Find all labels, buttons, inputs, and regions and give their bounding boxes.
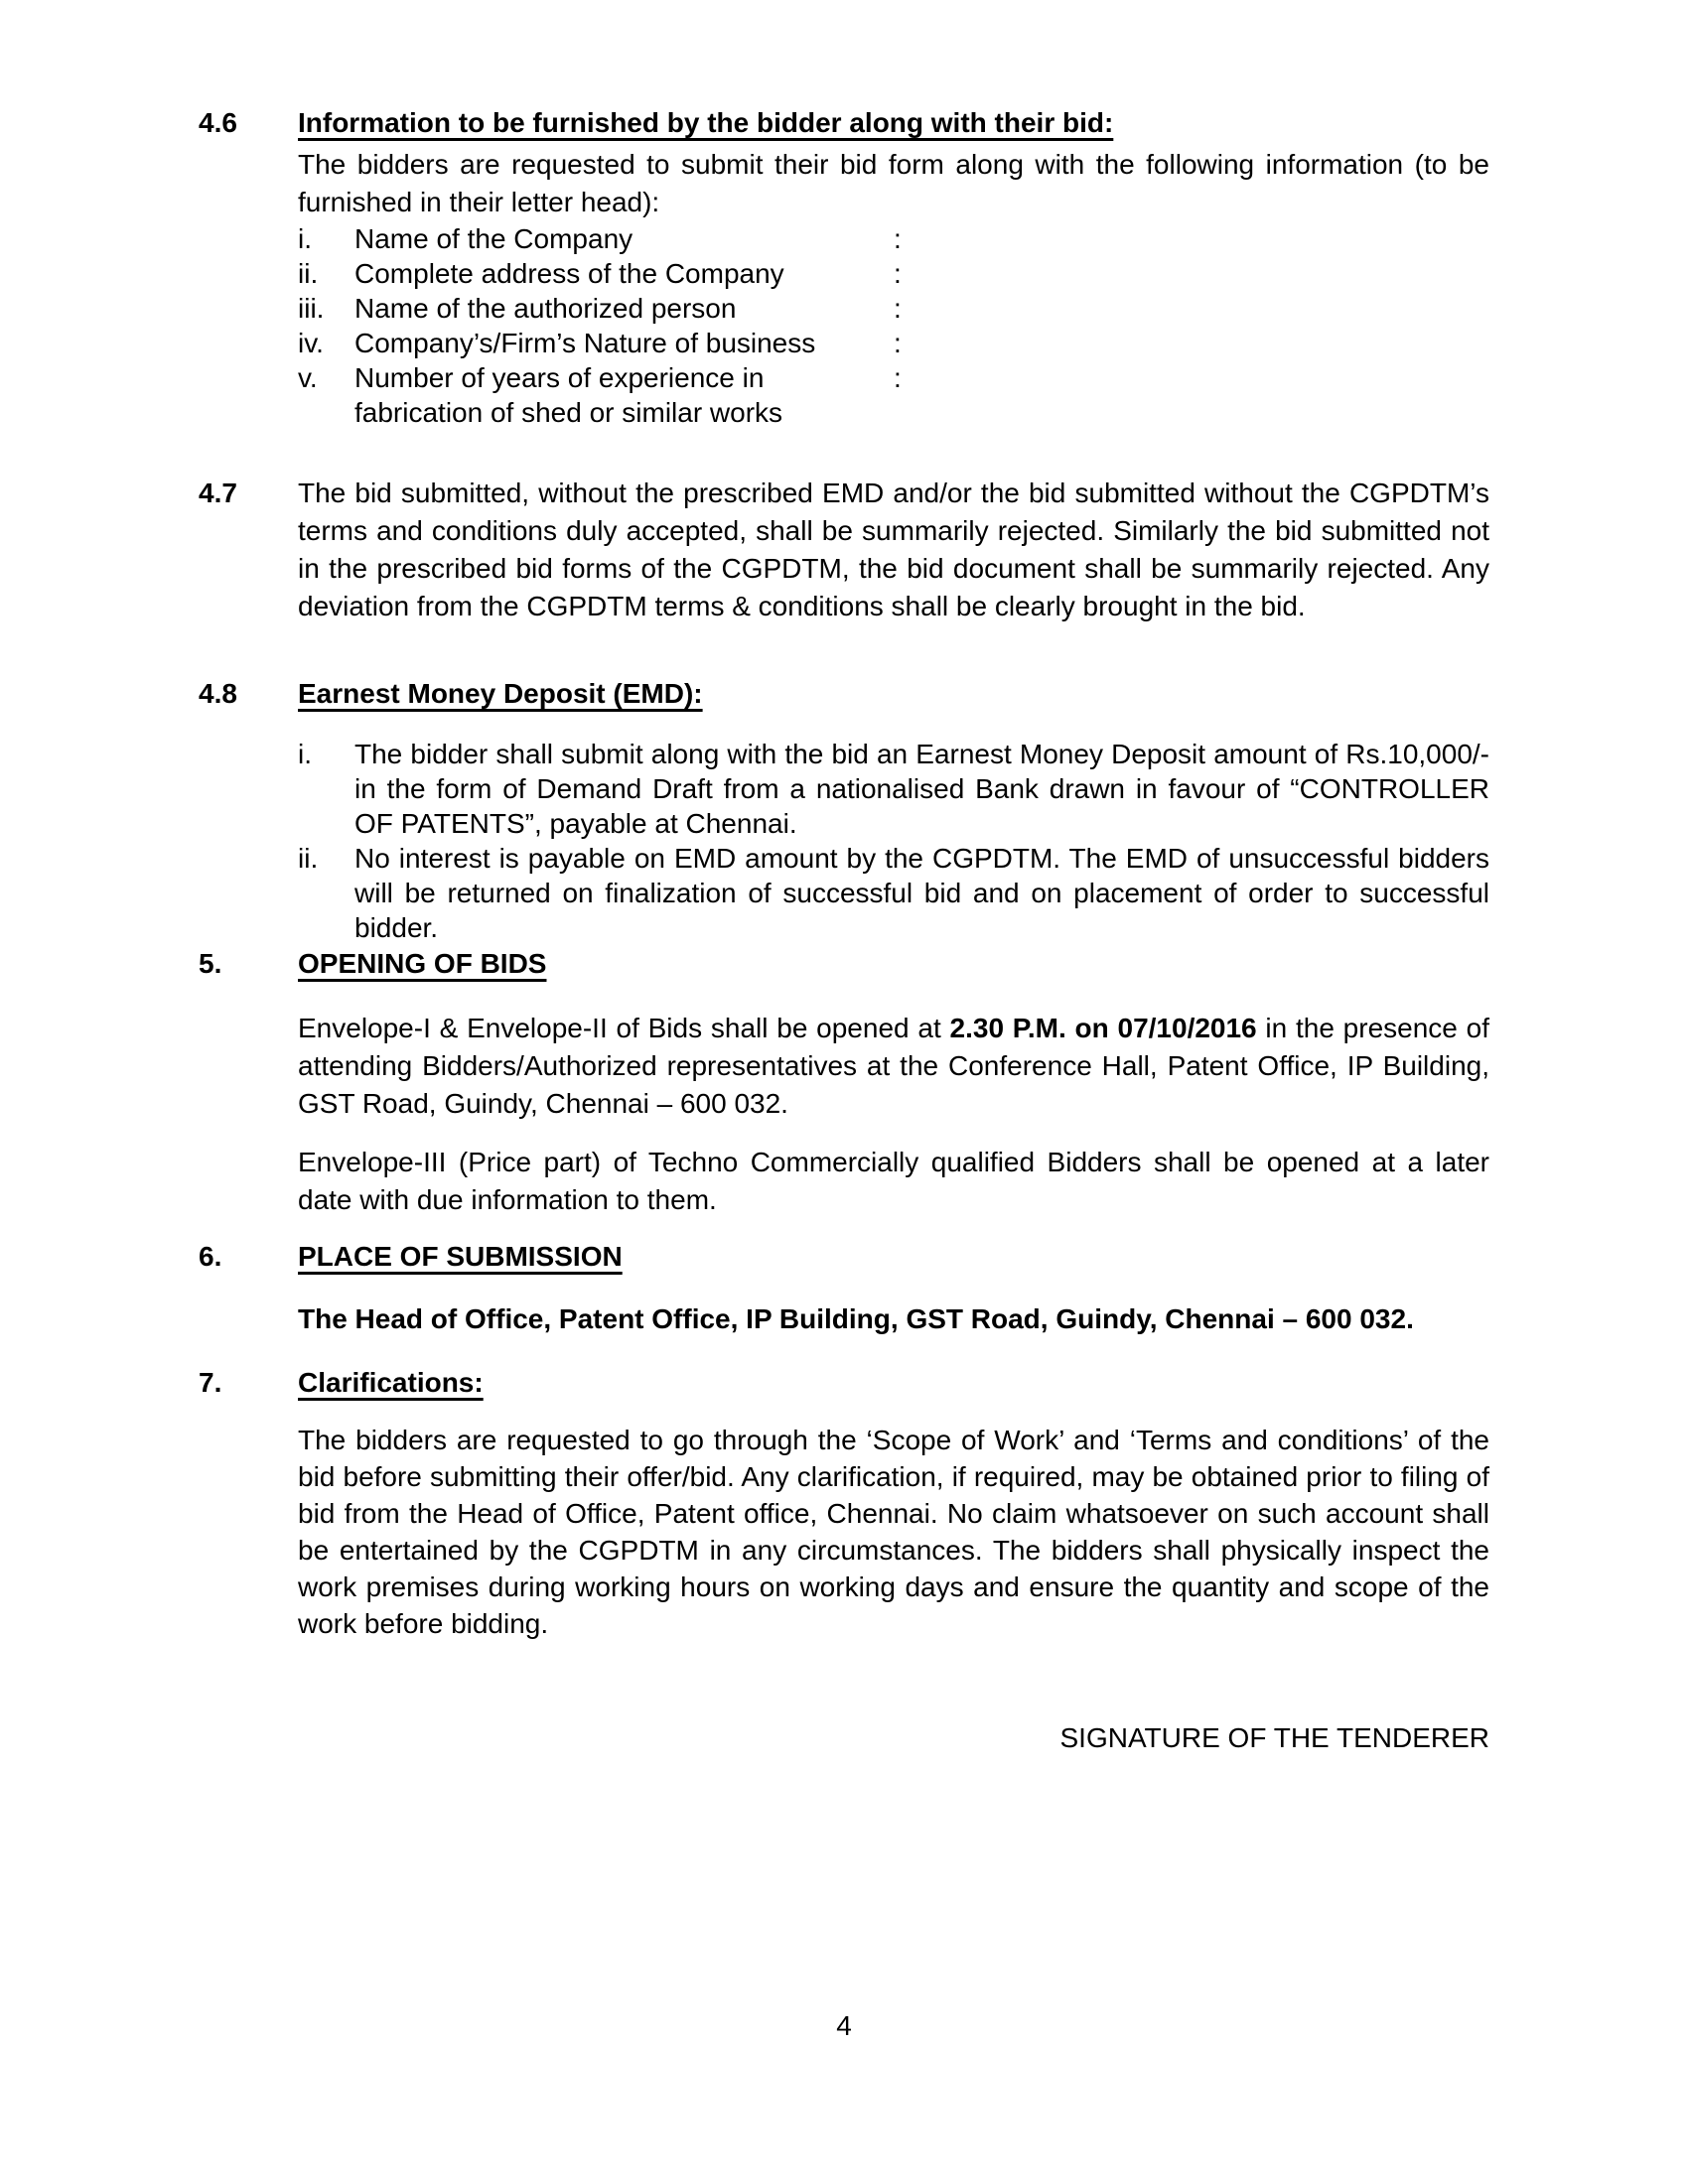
section-4-8 — [199, 675, 1489, 945]
list-item-number: i. — [298, 739, 312, 769]
list-item-text: The bidder shall submit along with the bid an Earnest Money Deposit amount of Rs.10,000/- in the form of Demand Draft from a nationalised Bank drawn in favour of “CONTROLLER OF PATENTS”, payable at Chennai. — [354, 739, 1489, 839]
list-item — [298, 737, 1489, 841]
paragraph-text: in the presence of attending Bidders/Authorized representatives at the Conference Hall, Patent Office, IP Building, GST Road, Guindy, Chennai – 600 032. — [298, 1013, 1489, 1119]
list-item-text: Number of years of experience in — [354, 362, 765, 393]
list-item-text: fabrication of shed or similar works — [354, 397, 783, 428]
list-item — [298, 256, 1489, 291]
submission-address: The Head of Office, Patent Office, IP Building, GST Road, Guindy, Chennai – 600 032. — [298, 1303, 1414, 1334]
list-item-number-empty — [298, 395, 354, 430]
list-item-text: Company’s/Firm’s Nature of business — [354, 328, 816, 358]
opening-datetime: 2.30 P.M. on 07/10/2016 — [949, 1013, 1257, 1043]
list-item — [298, 360, 1489, 395]
section-number: 6. — [199, 1241, 222, 1272]
list-item-text: Complete address of the Company — [354, 258, 784, 289]
list-item-colon: : — [894, 258, 902, 289]
section-7 — [199, 1364, 1489, 1642]
section-paragraph: Envelope-III (Price part) of Techno Commercially qualified Bidders shall be opened at a later date with due information to them. — [298, 1147, 1489, 1215]
section-body — [298, 675, 1489, 945]
section-body — [298, 1364, 1489, 1642]
section-number: 4.6 — [199, 107, 237, 138]
signature-line: SIGNATURE OF THE TENDERER — [1059, 1722, 1489, 1753]
section-intro-paragraph: The bidders are requested to submit their bid form along with the following information (to be furnished in their letter head): — [298, 149, 1489, 217]
list-item — [298, 221, 1489, 256]
section-heading: OPENING OF BIDS — [298, 948, 547, 979]
list-item-number: iii. — [298, 293, 325, 324]
section-heading: Clarifications: — [298, 1367, 484, 1398]
list-item-colon: : — [894, 293, 902, 324]
section-body — [298, 945, 1489, 1219]
list-item-number: i. — [298, 223, 312, 254]
list-item-number: v. — [298, 362, 318, 393]
section-paragraph: The bid submitted, without the prescribed EMD and/or the bid submitted without the CGPDTM’s terms and conditions duly accepted, shall be summarily rejected. Similarly the bid submitted not in the prescribed bid forms of the CGPDTM, the bid document shall be summarily rejected. Any deviation from the CGPDTM terms & conditions shall be clearly brought in the bid. — [298, 478, 1489, 621]
list-item-number: ii. — [298, 843, 319, 874]
section-heading: PLACE OF SUBMISSION — [298, 1241, 623, 1272]
list-item-colon-empty — [894, 395, 1489, 430]
section-heading: Information to be furnished by the bidder along with their bid: — [298, 107, 1114, 138]
list-item-text: Name of the authorized person — [354, 293, 737, 324]
document-content — [199, 104, 1489, 1757]
list-item-text: Name of the Company — [354, 223, 633, 254]
section-5 — [199, 945, 1489, 1219]
list-item — [298, 291, 1489, 326]
section-6 — [199, 1238, 1489, 1338]
list-item-text: No interest is payable on EMD amount by the CGPDTM. The EMD of unsuccessful bidders will be returned on finalization of successful bid and on placement of order to successful bidder. — [354, 843, 1489, 943]
section-body — [298, 104, 1489, 430]
section-number: 5. — [199, 948, 222, 979]
section-4-6 — [199, 104, 1489, 430]
section-body — [298, 1238, 1489, 1338]
list-item-continuation — [298, 395, 1489, 430]
section-number: 4.7 — [199, 478, 237, 508]
list-item-colon: : — [894, 223, 902, 254]
list-item — [298, 841, 1489, 945]
section-4-7 — [199, 475, 1489, 625]
bidder-info-list — [298, 221, 1489, 430]
page-number: 4 — [836, 2010, 852, 2041]
list-item-number: ii. — [298, 258, 319, 289]
section-heading: Earnest Money Deposit (EMD): — [298, 678, 703, 709]
list-item — [298, 326, 1489, 360]
list-item-colon: : — [894, 362, 902, 393]
section-paragraph: The bidders are requested to go through the ‘Scope of Work’ and ‘Terms and conditions’ of the bid before submitting their offer/bid. Any clarification, if required, may be obtained prior to filing of bid from the Head of Office, Patent office, Chennai. No claim whatsoever on such account shall be entertained by the CGPDTM in any circumstances. The bidders shall physically inspect the work premises during working hours on working days and ensure the quantity and scope of the work before bidding. — [298, 1425, 1489, 1639]
emd-list — [298, 737, 1489, 945]
paragraph-text: Envelope-I & Envelope-II of Bids shall be opened at — [298, 1013, 950, 1043]
section-number: 4.8 — [199, 678, 237, 709]
section-paragraph — [298, 1010, 1489, 1123]
section-number: 7. — [199, 1367, 222, 1398]
list-item-colon: : — [894, 328, 902, 358]
list-item-number: iv. — [298, 328, 324, 358]
